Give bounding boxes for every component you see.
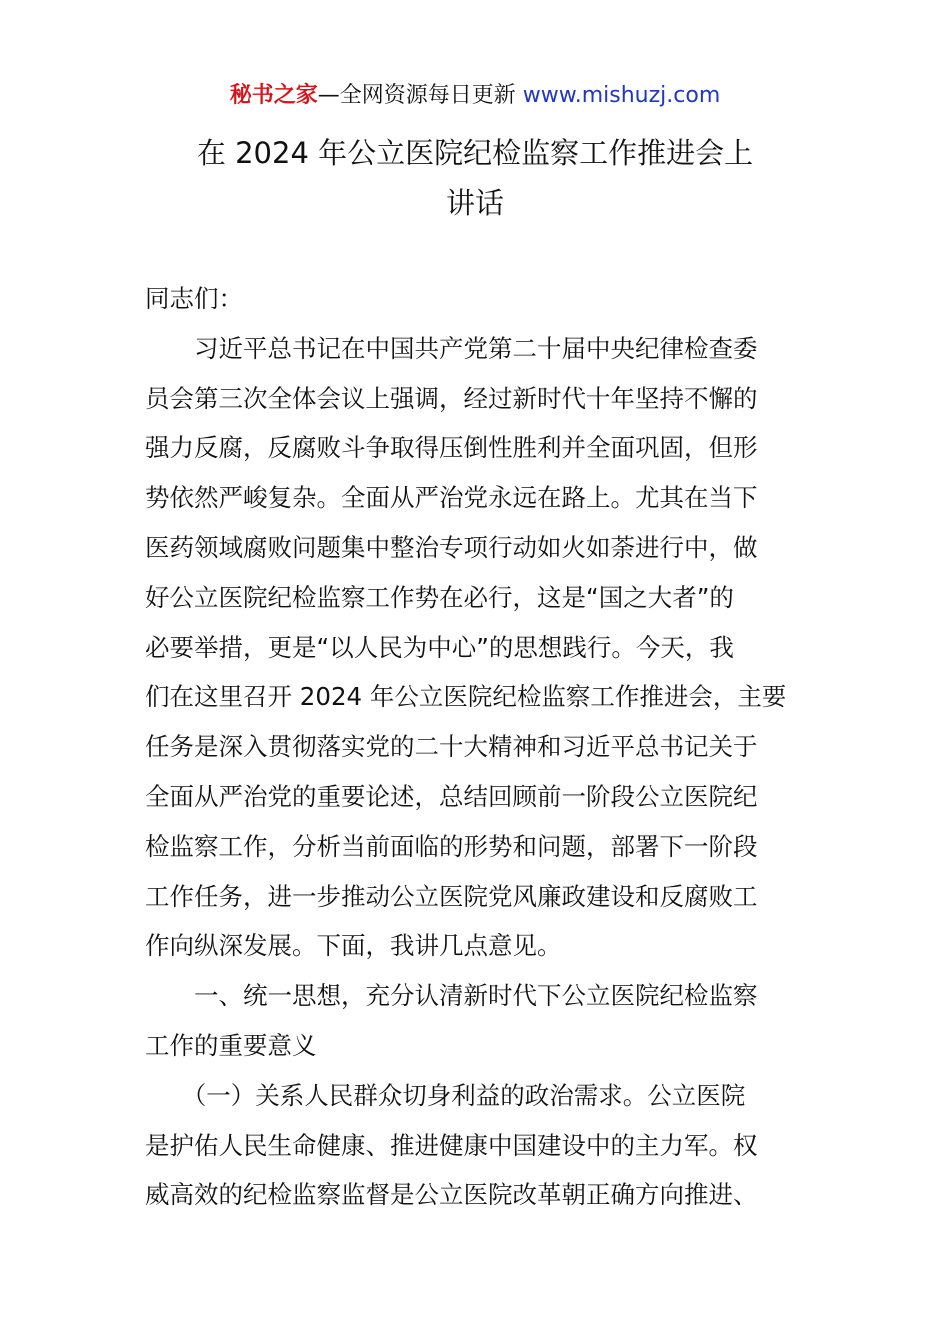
body-line: 全面从严治党的重要论述，总结回顾前一阶段公立医院纪: [145, 781, 758, 811]
salutation: 同志们：: [145, 284, 243, 313]
body-line: 威高效的纪检监察监督是公立医院改革朝正确方向推进、: [145, 1180, 758, 1210]
site-header: [0, 80, 950, 112]
body-line: 必要举措，更是“以人民为中心”的思想践行。今天，我: [145, 632, 734, 662]
section-heading: 工作的重要意义: [145, 1030, 317, 1060]
section-heading: 一、统一思想，充分认清新时代下公立医院纪检监察: [145, 981, 758, 1011]
title-line-2: 讲话: [445, 186, 504, 220]
document-title: [140, 128, 810, 228]
brand-name: 秘书之家: [229, 83, 318, 108]
header-tagline: —全网资源每日更新: [317, 83, 523, 108]
body-line: 是护佑人民生命健康、推进健康中国建设中的主力军。权: [145, 1130, 758, 1160]
body-line: 作向纵深发展。下面，我讲几点意见。: [145, 931, 562, 961]
body-line: 员会第三次全体会议上强调，经过新时代十年坚持不懈的: [145, 383, 758, 413]
site-url-link[interactable]: www.mishuzj.com: [522, 83, 721, 108]
body-line: 好公立医院纪检监察工作势在必行，这是“国之大者”的: [145, 582, 734, 612]
body-line: 工作任务，进一步推动公立医院党风廉政建设和反腐败工: [145, 881, 758, 911]
body-line: 强力反腐，反腐败斗争取得压倒性胜利并全面巩固，但形: [145, 433, 758, 463]
body-line: 势依然严峻复杂。全面从严治党永远在路上。尤其在当下: [145, 483, 758, 513]
subsection-line: （一）关系人民群众切身利益的政治需求。公立医院: [145, 1080, 746, 1110]
body-line: 们在这里召开 2024 年公立医院纪检监察工作推进会，主要: [145, 682, 787, 712]
body-line: 检监察工作，分析当前面临的形势和问题，部署下一阶段: [145, 831, 758, 861]
body-line: 习近平总书记在中国共产党第二十届中央纪律检查委: [145, 333, 758, 363]
body-line: 任务是深入贯彻落实党的二十大精神和习近平总书记关于: [145, 732, 758, 762]
body-line: 医药领域腐败问题集中整治专项行动如火如荼进行中，做: [145, 532, 758, 562]
title-line-1: 在 2024 年公立医院纪检监察工作推进会上: [196, 136, 754, 170]
document-body: [145, 274, 807, 1220]
